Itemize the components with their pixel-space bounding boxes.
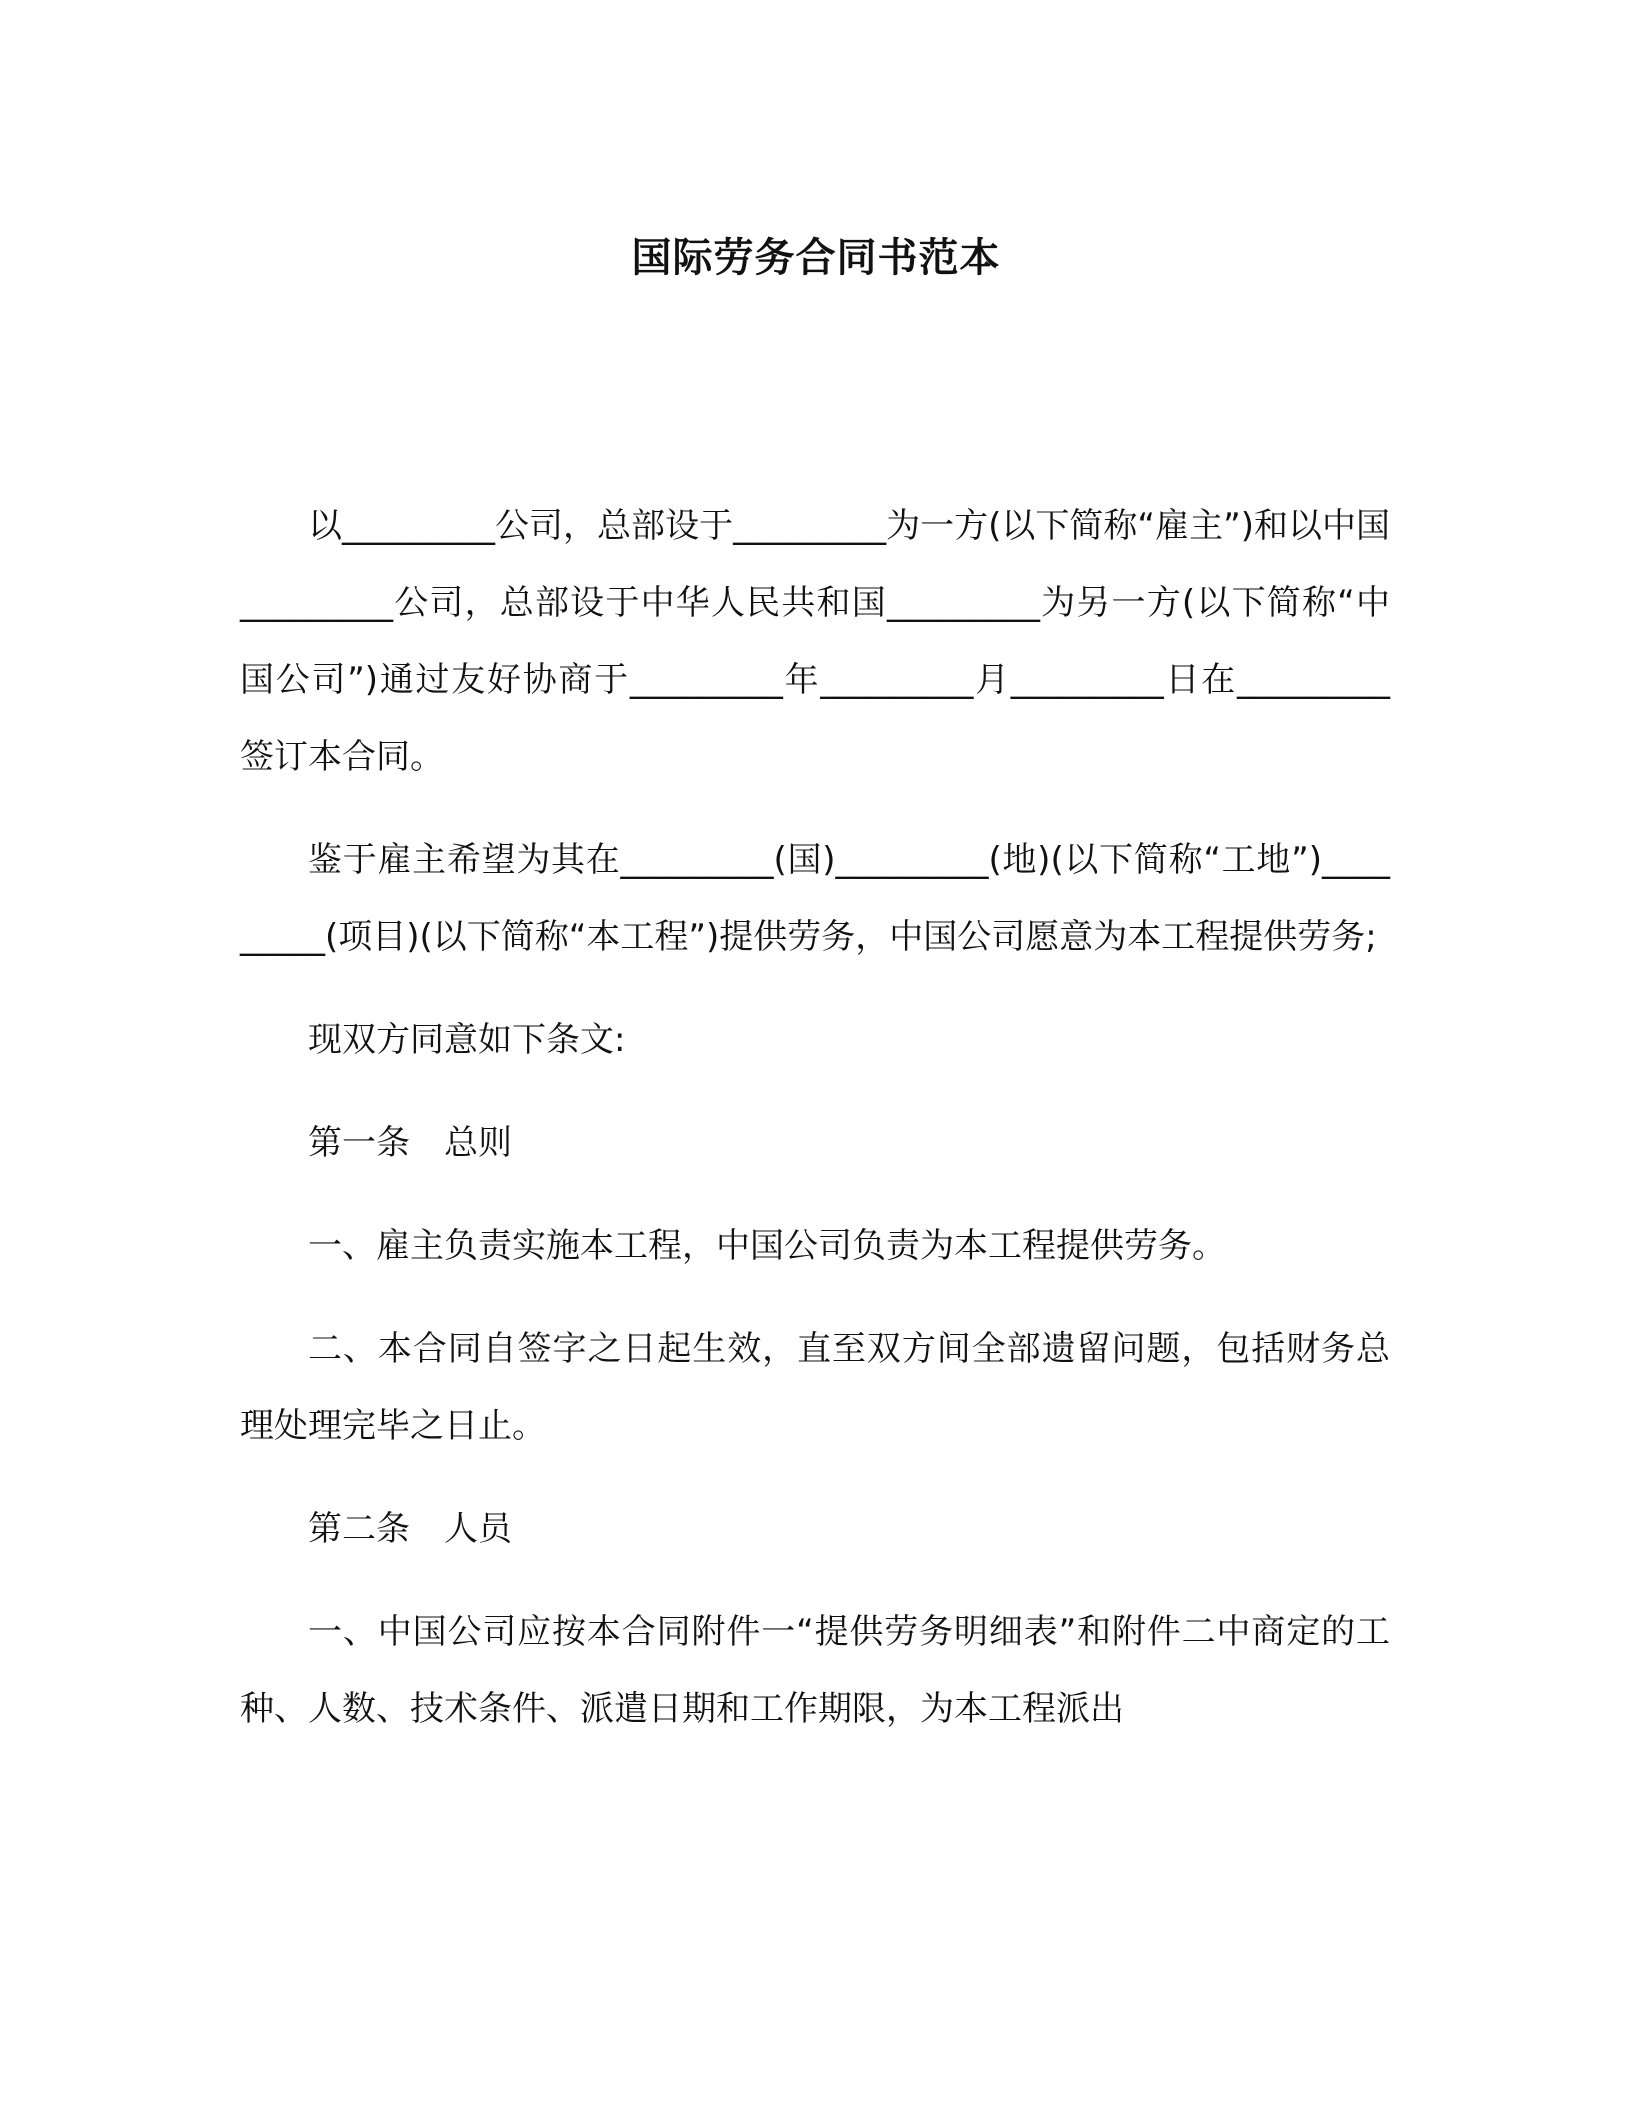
paragraph-preamble: 以_________公司，总部设于_________为一方(以下简称“雇主”)和以中国_________公司，总部设于中华人民共和国_________为另一方(以下简称“中国公司”)通过友好协商于_________年_________月_________日在_________签订本合同。: [240, 506, 1390, 777]
document-body: [240, 488, 1390, 1774]
article-1-heading: 第一条 总则: [308, 1123, 512, 1163]
document-title: 国际劳务合同书范本: [631, 235, 1001, 281]
article-2-clause-1: 一、中国公司应按本合同附件一“提供劳务明细表”和附件二中商定的工种、人数、技术条件、派遣日期和工作期限，为本工程派出: [240, 1612, 1390, 1729]
paragraph-whereas: 鉴于雇主希望为其在_________(国)_________(地)(以下简称“工地”)_________(项目)(以下简称“本工程”)提供劳务，中国公司愿意为本工程提供劳务;: [240, 840, 1390, 957]
article-2-heading: 第二条 人员: [308, 1509, 512, 1549]
paragraph-agreement: 现双方同意如下条文:: [308, 1020, 626, 1060]
article-1-clause-2: 二、本合同自签字之日起生效，直至双方间全部遗留问题，包括财务总理处理完毕之日止。: [240, 1329, 1390, 1446]
article-1-clause-1: 一、雇主负责实施本工程，中国公司负责为本工程提供劳务。: [308, 1226, 1226, 1266]
